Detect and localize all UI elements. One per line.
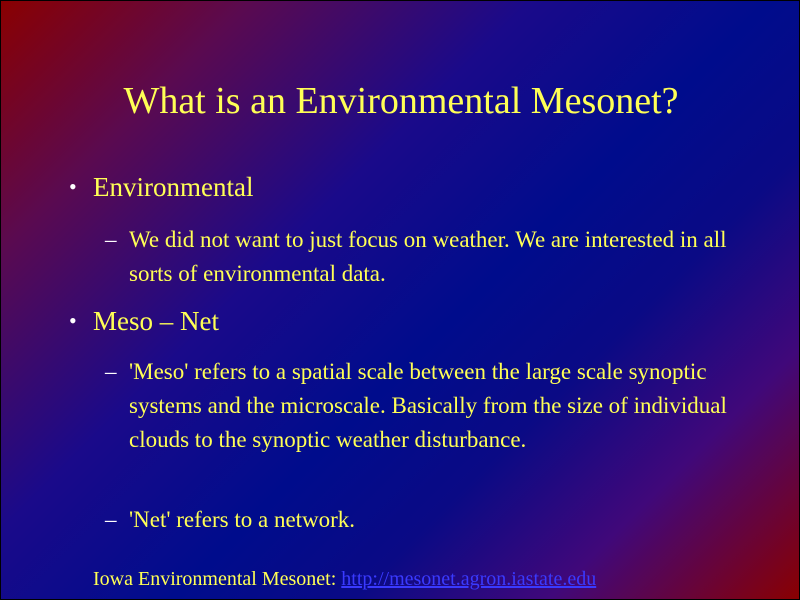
bullet-label: Environmental	[93, 172, 254, 202]
footer-label: Iowa Environmental Mesonet:	[93, 568, 342, 590]
bullet-dot-icon: •	[69, 174, 77, 199]
sub-bullet-text: 'Net' refers to a network.	[129, 507, 356, 532]
bullet-label: Meso – Net	[93, 306, 219, 336]
sub-bullet-text: We did not want to just focus on weather. We are interested in all sorts of environmental data.	[129, 227, 727, 286]
footer	[93, 567, 596, 591]
sub-bullet-dash-icon: –	[105, 507, 117, 532]
slide-title: What is an Environmental Mesonet?	[123, 80, 679, 122]
sub-bullet-dash-icon: –	[105, 359, 117, 384]
bullet-dot-icon: •	[69, 308, 77, 333]
sub-bullet-text: 'Meso' refers to a spatial scale between the large scale synoptic systems and the microscale. Basically from the size of individual clouds to the synoptic weather disturbance.	[129, 359, 727, 452]
sub-bullet-dash-icon: –	[105, 227, 117, 252]
mesonet-link[interactable]: http://mesonet.agron.iastate.edu	[341, 568, 597, 590]
